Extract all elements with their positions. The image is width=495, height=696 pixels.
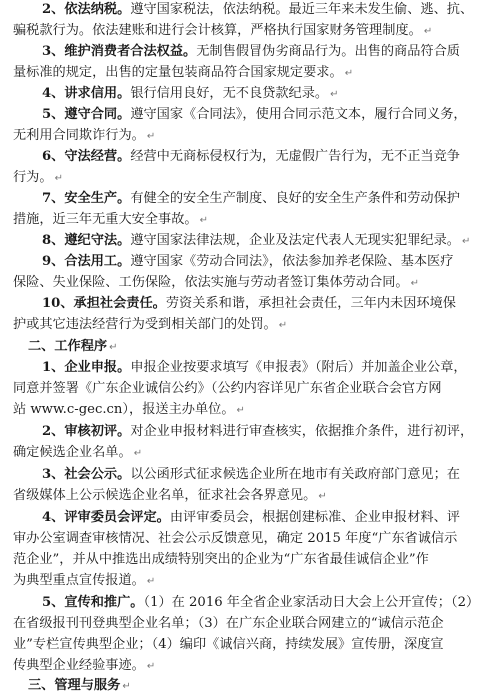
item-heading: 5、宣传和推广。 [42, 595, 144, 610]
paragraph-line [42, 466, 483, 485]
paragraph-line [13, 636, 483, 655]
item-text: 以公函形式征求候选企业所在地市有关政府部门意见；在 [130, 467, 460, 482]
item-text: 遵守国家《劳动合同法》，依法参加养老保险、基本医疗 [130, 254, 454, 269]
item-heading: 4、讲求信用。 [42, 86, 131, 101]
item-heading: 8、遵纪守法。 [42, 233, 131, 248]
paragraph-mark: ↵ [278, 320, 288, 331]
item-text: 同意并签署《广东企业诚信公约》（公约内容详见广东省企业联合会官方网 [13, 381, 442, 396]
item-text: 量标准的规定，出售的定量包装商品符合国家规定要求。 [13, 65, 343, 80]
section-heading [28, 677, 483, 696]
paragraph-mark: ↵ [54, 173, 63, 184]
paragraph-mark: ↵ [344, 68, 354, 79]
item-text: 护或其它违法经营行为受到相关部门的处罚。 [13, 317, 277, 332]
item-heading: 3、维护消费者合法权益。 [42, 44, 197, 59]
paragraph-line [13, 127, 483, 146]
item-text: 传典型企业经验事迹。 [13, 658, 145, 673]
item-text: 无利用合同欺诈行为。 [13, 128, 145, 143]
item-heading: 10、承担社会责任。 [42, 296, 166, 311]
item-heading: 7、安全生产。 [42, 191, 131, 206]
item-heading: 9、合法用工。 [42, 254, 131, 269]
item-text: 申报企业按要求填写《申报表》（附后）并加盖企业公章， [130, 360, 467, 375]
paragraph-line [13, 487, 483, 506]
item-heading: 3、社会公示。 [42, 467, 131, 482]
paragraph-line [13, 64, 483, 83]
paragraph-line [42, 106, 483, 125]
paragraph-line [13, 316, 483, 335]
paragraph-line [42, 232, 483, 251]
item-text: 骗税款行为。依法建账和进行会计核算，严格执行国家财务管理制度。 [13, 23, 422, 38]
item-text: 遵守国家法律法规，企业及法定代表人无现实犯罪纪录。 [130, 233, 460, 248]
paragraph-mark: ↵ [423, 26, 433, 37]
paragraph-line [42, 43, 483, 62]
paragraph-mark: ↵ [318, 491, 327, 502]
item-heading: 5、遵守合同。 [42, 107, 131, 122]
paragraph-line [13, 401, 483, 420]
item-text: 确定候选企业名单。 [13, 445, 132, 460]
item-heading: 6、守法经营。 [42, 149, 131, 164]
paragraph-line [13, 22, 483, 41]
section-title: 二、工作程序 [28, 339, 108, 354]
item-text: 劳资关系和谐，承担社会责任，三年内未因环境保 [165, 296, 456, 311]
paragraph-mark: ↵ [236, 405, 245, 416]
item-text: 经营中无商标侵权行为，无虚假广告行为，无不正当竞争 [130, 149, 460, 164]
item-text: 由评审委员会，根据创建标准、企业申报材料、评 [169, 510, 460, 525]
paragraph-line [13, 551, 483, 570]
item-text: 省级媒体上公示候选企业名单，征求社会各界意见。 [13, 488, 317, 503]
paragraph-line [42, 85, 483, 104]
item-text: （1）在 2016 年全省企业家活动日大会上公开宣传；（2） [143, 595, 480, 610]
paragraph-mark: ↵ [133, 448, 143, 459]
item-text: 审办公室调查审核情况、社会公示反馈意见，确定 2015 年度“广东省诚信示 [13, 531, 458, 546]
paragraph-line [13, 380, 483, 399]
paragraph-line [13, 657, 483, 676]
paragraph-line [13, 572, 483, 591]
item-text: 范企业”，并从中推选出成绩特别突出的企业为“广东省最佳诚信企业”作 [13, 552, 429, 567]
paragraph-line [13, 615, 483, 634]
paragraph-mark: ↵ [330, 89, 339, 100]
item-text: 在省级报刊刊登典型企业名单；（3）在广东企业联合网建立的“诚信示范企 [13, 616, 444, 631]
paragraph-mark: ↵ [146, 661, 156, 672]
paragraph-mark: ↵ [462, 236, 471, 247]
paragraph-line [42, 253, 483, 272]
section-heading [28, 338, 483, 357]
item-text: 保险、失业保险、工伤保险，依法实施与劳动者签订集体劳动合同。 [13, 275, 409, 290]
paragraph-line [13, 274, 483, 293]
item-text: 站 www.c-gec.cn），报送主办单位。 [13, 402, 235, 417]
paragraph-line [42, 594, 483, 613]
item-text: 为典型重点宣传报道。 [13, 573, 145, 588]
item-text: 遵守国家《合同法》，使用合同示范文本，履行合同义务， [130, 107, 467, 122]
paragraph-mark: ↵ [199, 215, 209, 226]
paragraph-line [13, 444, 483, 463]
paragraph-line [13, 169, 483, 188]
paragraph-line [13, 211, 483, 230]
paragraph-line [42, 423, 483, 442]
paragraph-mark: ↵ [109, 342, 118, 353]
paragraph-mark: ↵ [122, 681, 131, 692]
section-title: 三、管理与服务 [28, 678, 121, 693]
item-heading: 1、企业申报。 [42, 360, 131, 375]
paragraph-line [42, 509, 483, 528]
item-text: 对企业申报材料进行审查核实，依据推介条件，进行初评， [130, 424, 474, 439]
item-text: 银行信用良好，无不良贷款纪录。 [130, 86, 329, 101]
item-heading: 2、审核初评。 [42, 424, 131, 439]
item-heading: 4、评审委员会评定。 [42, 510, 170, 525]
item-text: 行为。 [13, 170, 53, 185]
paragraph-mark: ↵ [410, 278, 420, 289]
item-text: 有健全的安全生产制度、良好的安全生产条件和劳动保护 [130, 191, 460, 206]
item-text: 业”专栏宣传典型企业；（4）编印《诚信兴商，持续发展》宣传册，深度宣 [13, 637, 444, 652]
paragraph-line [42, 359, 483, 378]
paragraph-line [42, 1, 483, 20]
paragraph-line [42, 295, 483, 314]
paragraph-line [42, 148, 483, 167]
item-text: 遵守国家税法，依法纳税。最近三年来未发生偷、逃、抗、 [130, 2, 474, 17]
item-heading: 2、依法纳税。 [42, 2, 131, 17]
item-text: 措施，近三年无重大安全事故。 [13, 212, 198, 227]
paragraph-line [42, 190, 483, 209]
paragraph-line [13, 530, 483, 549]
paragraph-mark: ↵ [146, 131, 156, 142]
item-text: 无制售假冒伪劣商品行为。出售的商品符合质 [196, 44, 460, 59]
paragraph-mark: ↵ [146, 576, 156, 587]
